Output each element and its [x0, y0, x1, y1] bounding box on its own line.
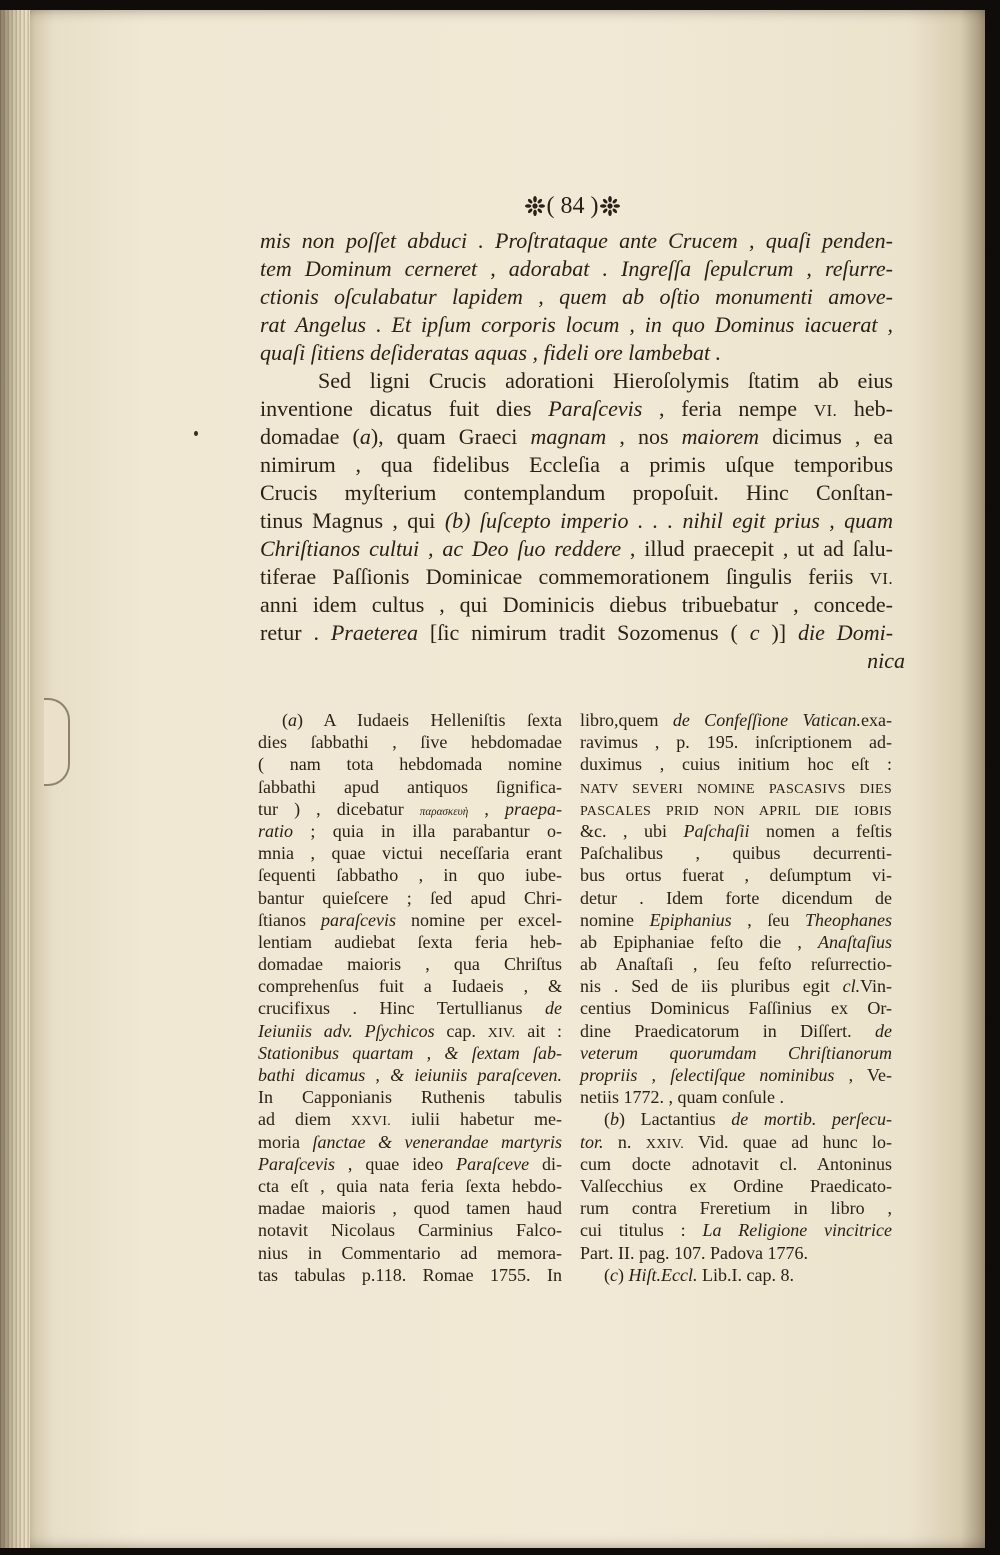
footnote-line — [258, 1064, 562, 1086]
footnote-line — [580, 776, 892, 798]
text-run: domadae maioris , qua Chriſtus — [258, 954, 562, 975]
text-run: dicimus , ea — [759, 424, 894, 449]
text-line — [260, 423, 893, 451]
text-run: moria — [258, 1131, 313, 1152]
footnote-line — [258, 820, 562, 842]
text-run: XXVI. — [351, 1113, 391, 1130]
text-run: c — [610, 1264, 618, 1285]
text-run: ) A Iudaeis Helleniſtis ſexta — [297, 710, 562, 730]
footnote-line — [258, 1042, 562, 1064]
text-run: NATV SEVERI NOMINE PASCASIVS DIES — [580, 780, 892, 797]
footnote-line — [580, 997, 892, 1019]
footnote-column-right — [580, 709, 892, 1286]
text-run: maiorem — [681, 424, 760, 449]
footnote-line — [580, 1153, 892, 1175]
footnote-line — [258, 1086, 562, 1108]
text-run: anni idem cultus , qui Dominicis diebus tribuebatur , concede- — [260, 592, 893, 617]
page-number: ( 84 ) — [546, 193, 599, 219]
text-run: comprehenſus fuit a Iudaeis , & — [258, 976, 562, 997]
footnote-column-left — [258, 709, 562, 1286]
text-run: ) — [618, 1264, 629, 1285]
text-run: madae maioris , quod tamen haud — [258, 1198, 562, 1219]
text-run: Vid. quae ad hunc lo- — [684, 1131, 893, 1152]
page-header — [495, 190, 650, 222]
footnote-line — [580, 1197, 892, 1219]
text-run: cui titulus : — [580, 1220, 703, 1241]
text-run: nius in Commentario ad memora- — [258, 1242, 562, 1263]
text-run: rat Angelus . Et ipſum corporis locum , in quo Dominus iacuerat , — [260, 312, 893, 337]
footnote-line — [580, 1042, 892, 1064]
text-run: nomine per excel- — [396, 909, 563, 930]
text-run: , feria nempe — [642, 396, 814, 421]
text-run: dine Praedicatorum in Diſſert. — [580, 1020, 875, 1041]
text-run: ab Anaſtaſi , ſeu feſto reſurrectio- — [580, 954, 892, 975]
footnote-line — [258, 1175, 562, 1197]
text-run: iulii habetur me- — [391, 1109, 562, 1130]
text-run: exa- — [861, 710, 892, 730]
footnote-line — [580, 709, 892, 731]
text-run: die Domi- — [798, 620, 894, 645]
footnote-line — [258, 864, 562, 886]
text-run: ctionis oſculabatur lapidem , quem ab oſtio monumenti amove- — [260, 284, 893, 309]
text-line — [260, 395, 893, 423]
fleuron-right-icon — [599, 195, 621, 217]
text-line — [260, 479, 893, 507]
footnote-line — [258, 1242, 562, 1264]
text-run: ( — [282, 710, 288, 730]
text-run: mis non poſſet abduci . Proſtrataque ante Crucem , quaſi penden- — [260, 228, 893, 253]
footnote-line — [580, 1175, 892, 1197]
text-line — [260, 367, 893, 395]
footnote-line — [258, 1197, 562, 1219]
text-run: παρασκευὴ — [419, 805, 469, 818]
text-run: ) Lactantius — [619, 1109, 732, 1130]
text-run: &c. , ubi — [580, 820, 684, 841]
text-run: ; quia in illa parabantur o- — [293, 820, 562, 841]
text-run: tas tabulas p.118. Romae 1755. In — [258, 1264, 562, 1285]
footnote-line — [580, 931, 892, 953]
text-run: ſtianos — [258, 909, 322, 930]
text-run: Lib.I. cap. 8. — [697, 1264, 794, 1285]
footnote-line — [258, 798, 562, 820]
footnote-line — [258, 997, 562, 1019]
text-run: paraſcevis — [321, 909, 397, 930]
text-run: a — [359, 424, 371, 449]
text-run: libro,quem — [580, 710, 673, 730]
footnote-line — [580, 1108, 892, 1130]
footnote-line — [580, 953, 892, 975]
text-run: , Ve- — [834, 1065, 892, 1085]
text-run: Theophanes — [805, 909, 892, 930]
text-run: , nos — [606, 424, 682, 449]
text-run: ravimus , p. 195. inſcriptionem ad- — [580, 732, 892, 753]
footnote-line — [580, 1264, 892, 1286]
footnote-line — [258, 1219, 562, 1241]
text-run: de — [875, 1020, 892, 1041]
text-run: , quae ideo — [334, 1153, 457, 1174]
text-run: retur . — [260, 620, 331, 645]
page-stack-edges — [0, 10, 34, 1548]
text-run: )] — [759, 620, 799, 645]
text-run: ( — [604, 1264, 610, 1285]
text-run: tur ) , dicebatur — [258, 798, 420, 819]
text-line — [260, 339, 893, 367]
text-run: cap. — [434, 1020, 488, 1041]
text-line — [260, 227, 893, 255]
text-run: VI. — [813, 401, 838, 420]
footnote-line — [580, 1131, 892, 1153]
text-line — [260, 619, 893, 647]
text-run: crucifixus . Hinc Tertullianus — [258, 998, 545, 1019]
text-run: PASCALES PRID NON APRIL DIE IOBIS — [580, 802, 892, 819]
main-text-block — [260, 227, 893, 647]
text-run: ad diem — [258, 1109, 352, 1130]
text-run: lentiam audiebat ſexta feria heb- — [258, 931, 562, 952]
text-run: ab Epiphaniae feſto die , — [580, 931, 818, 952]
text-run: bantur quieſcere ; ſed apud Chri- — [258, 887, 562, 908]
footnote-line — [580, 1086, 892, 1108]
text-run: Ieiuniis adv. Pſychicos — [258, 1020, 435, 1041]
text-run: XXIV. — [645, 1135, 684, 1152]
text-run: , illud praecepit , ut ad ſalu- — [621, 536, 894, 561]
footnote-line — [258, 931, 562, 953]
text-line — [260, 311, 893, 339]
footnote-line — [258, 975, 562, 997]
text-run: bathi dicamus , & ieiuniis paraſceven. — [258, 1065, 562, 1085]
text-run: tor. — [580, 1131, 604, 1152]
text-line — [260, 451, 893, 479]
text-run: cum docte adnotavit cl. Antoninus — [580, 1153, 892, 1174]
text-run: centius Dominicus Faſſinius ex Or- — [580, 998, 892, 1019]
text-run: inventione dicatus fuit dies — [260, 396, 549, 421]
text-run: Vin- — [860, 976, 892, 997]
text-run: magnam — [530, 424, 607, 449]
footnote-line — [258, 842, 562, 864]
text-line — [260, 507, 893, 535]
text-run: rum contra Freretium in libro , — [580, 1198, 892, 1219]
text-run: detur . Idem forte dicendum de — [580, 887, 892, 908]
text-run: de — [545, 998, 562, 1019]
text-run: bus ortus fuerat , deſumptum vi- — [580, 865, 892, 886]
footnote-line — [258, 776, 562, 798]
text-run: Crucis myſterium contemplandum propoſuit. Hinc Conſtan- — [260, 480, 893, 505]
text-run: ( nam tota hebdomada nomine — [258, 754, 562, 775]
ink-speck — [194, 431, 198, 436]
text-run: tinus Magnus , qui — [260, 508, 445, 533]
text-run: tem Dominum cerneret , adorabat . Ingreſſa ſepulcrum , reſurre- — [260, 256, 893, 281]
footnote-line — [258, 709, 562, 731]
text-run: a — [288, 710, 297, 730]
text-run: [ſic nimirum tradit Sozomenus ( — [418, 620, 750, 645]
text-run: Epiphanius — [649, 909, 732, 930]
text-run: Chriſtianos cultui , ac Deo ſuo reddere — [260, 536, 622, 561]
text-run: nomine — [580, 909, 650, 930]
text-run: heb- — [837, 396, 894, 421]
text-run: In Capponianis Ruthenis tabulis — [258, 1087, 562, 1108]
text-run: nimirum , qua fidelibus Eccleſia a primis uſque temporibus — [260, 452, 893, 477]
text-run: Paſchalibus , quibus decurrenti- — [580, 843, 892, 864]
text-run: praepa- — [505, 798, 562, 819]
text-run: Hiſt.Eccl. — [628, 1264, 698, 1285]
text-run: nomen a feſtis — [749, 820, 892, 841]
footnote-line — [580, 820, 892, 842]
text-run: netiis 1772. , quam conſule . — [580, 1087, 784, 1108]
catchword: nica — [867, 648, 905, 673]
text-run: Stationibus quartam , & ſextam ſab- — [258, 1042, 562, 1063]
footnote-line — [258, 1153, 562, 1175]
footnote-line — [580, 842, 892, 864]
text-run: de Confeſſione Vatican. — [672, 710, 862, 730]
footnote-line — [580, 753, 892, 775]
text-run: (b) ſuſcepto imperio . . . nihil egit prius , quam — [444, 508, 894, 533]
text-run: Praeterea — [330, 620, 419, 645]
footnote-line — [258, 731, 562, 753]
text-run: propriis , ſelectiſque nominibus — [580, 1065, 835, 1085]
text-run: n. — [603, 1131, 646, 1152]
footnote-line — [580, 975, 892, 997]
page-edge-fold — [44, 698, 70, 786]
text-line — [260, 283, 893, 311]
text-run: cta eſt , quia nata feria ſexta hebdo- — [258, 1175, 562, 1196]
text-run: Paſchaſii — [683, 820, 750, 841]
text-run: ait : — [515, 1020, 562, 1041]
text-run: ſabbathi apud antiquos ſignifica- — [258, 776, 562, 797]
text-run: di- — [529, 1153, 563, 1174]
text-run: duximus , cuius initium hoc eſt : — [580, 754, 892, 775]
text-run: XIV. — [487, 1024, 516, 1041]
footnote-line — [580, 798, 892, 820]
footnote-line — [580, 731, 892, 753]
text-run: Valſecchius ex Ordine Praedicato- — [580, 1175, 892, 1196]
text-line — [260, 591, 893, 619]
text-line — [260, 563, 893, 591]
text-run: VI. — [869, 569, 893, 588]
footnote-line — [580, 1020, 892, 1042]
text-run: ( — [604, 1109, 610, 1130]
text-run: domadae ( — [260, 424, 360, 449]
text-run: ), quam Graeci — [370, 424, 531, 449]
footnote-line — [580, 1219, 892, 1241]
footnote-line — [258, 1020, 562, 1042]
text-run: Paraſceve — [456, 1153, 530, 1174]
fleuron-left-icon — [524, 195, 546, 217]
text-run: notavit Nicolaus Carminius Falco- — [258, 1220, 562, 1241]
footnote-line — [580, 1242, 892, 1264]
text-run: ſequenti ſabbatho , in quo iube- — [258, 865, 562, 886]
text-run: de mortib. perſecu- — [731, 1109, 892, 1130]
footnote-line — [258, 1108, 562, 1130]
text-line — [260, 255, 893, 283]
text-run: mnia , quae victui neceſſaria erant — [258, 843, 562, 864]
text-line — [260, 535, 893, 563]
footnote-line — [258, 909, 562, 931]
footnote-line — [580, 909, 892, 931]
text-run: Paraſcevis — [258, 1153, 335, 1174]
text-run: veterum quorumdam Chriſtianorum — [580, 1042, 892, 1063]
text-run: , — [468, 798, 505, 819]
text-run: ratio — [258, 820, 294, 841]
footnote-line — [580, 887, 892, 909]
text-run: nis . Sed de iis pluribus egit — [580, 976, 843, 997]
text-run: La Religione vincitrice — [702, 1220, 893, 1241]
text-run: Anaſtaſius — [817, 931, 892, 952]
text-run: Paraſcevis — [548, 396, 643, 421]
text-run: dies ſabbathi , ſive hebdomadae — [258, 732, 562, 753]
text-run: cl. — [842, 976, 861, 997]
text-run: Sed ligni Crucis adorationi Hieroſolymis ſtatim ab eius — [318, 368, 893, 393]
text-run: tiferae Paſſionis Dominicae commemorationem ſingulis feriis — [260, 564, 870, 589]
text-run: , ſeu — [731, 909, 805, 930]
footnote-line — [258, 887, 562, 909]
text-run: c — [749, 620, 760, 645]
footnote-line — [580, 864, 892, 886]
footnote-line — [258, 1131, 562, 1153]
text-run: quaſi ſitiens deſideratas aquas , fideli ore lambebat . — [260, 340, 722, 365]
text-run: ſanctae & venerandae martyris — [312, 1131, 562, 1152]
footnote-line — [258, 1264, 562, 1286]
footnote-line — [258, 953, 562, 975]
text-run: b — [610, 1109, 619, 1130]
footnote-line — [580, 1064, 892, 1086]
text-run: Part. II. pag. 107. Padova 1776. — [580, 1242, 808, 1263]
footnote-line — [258, 753, 562, 775]
